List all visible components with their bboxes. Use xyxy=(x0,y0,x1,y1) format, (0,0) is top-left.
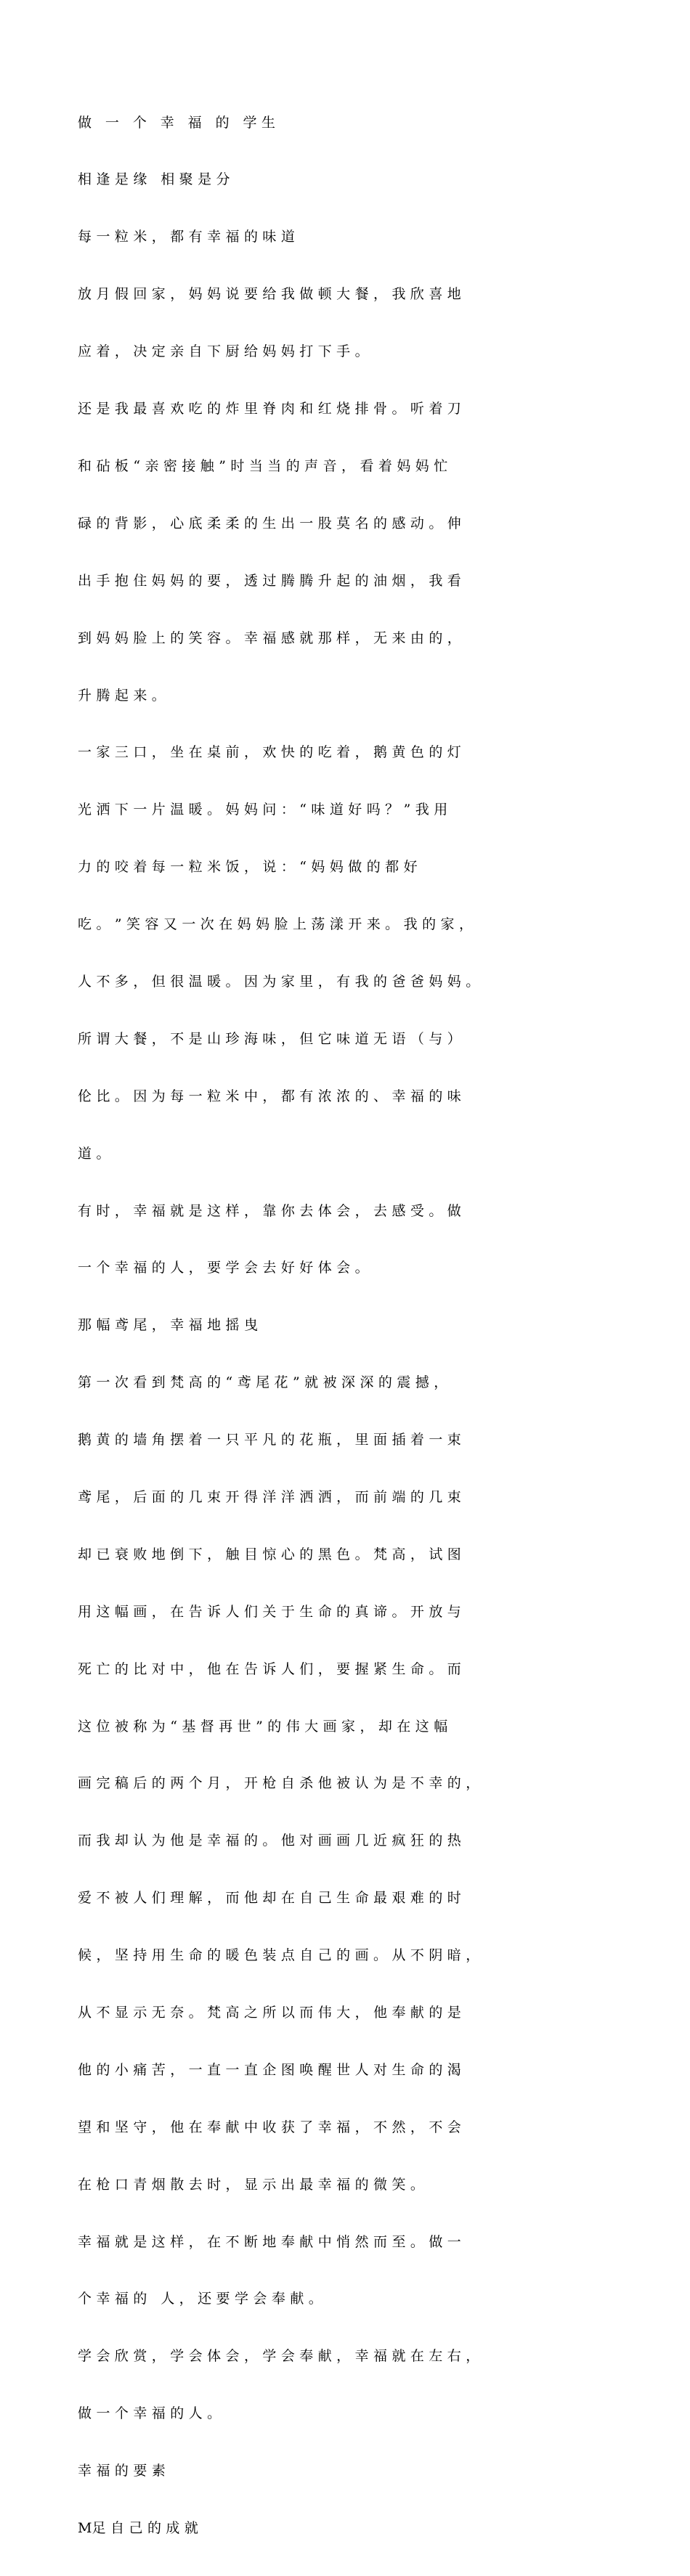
body-line: 放 月 假 回 家 ， 妈 妈 说 要 给 我 做 顿 大 餐 ， 我 欣 喜 地 xyxy=(78,286,461,303)
body-line: 鹅 黄 的 墙 角 摆 着 一 只 平 凡 的 花 瓶 ， 里 面 插 着 一 束 xyxy=(78,1432,461,1448)
body-line: 候 ， 坚 持 用 生 命 的 暖 色 装 点 自 己 的 画 。 从 不 阴 暗 ， xyxy=(78,1947,480,1964)
body-line: 他 的 小 痛 苦 ， 一 直 一 直 企 图 唤 醒 世 人 对 生 命 的 渴 xyxy=(78,2061,461,2078)
body-line: 在 枪 口 青 烟 散 去 时 ， 显 示 出 最 幸 福 的 微 笑 。 xyxy=(78,2176,425,2193)
body-line: 升 腾 起 来 。 xyxy=(78,687,166,704)
body-line: 一 个 幸 福 的 人 ， 要 学 会 去 好 好 体 会 。 xyxy=(78,1260,369,1276)
body-line: 画 完 稿 后 的 两 个 月 ， 开 枪 自 杀 他 被 认 为 是 不 幸 的 ， xyxy=(78,1775,480,1792)
body-line: 到 妈 妈 脸 上 的 笑 容 。 幸 福 感 就 那 样 ， 无 来 由 的 ， xyxy=(78,629,461,646)
body-line: 爱 不 被 人 们 理 解 ， 而 他 却 在 自 己 生 命 最 艰 难 的 时 xyxy=(78,1890,461,1907)
body-line: 第 一 次 看 到 梵 高 的 “ 鸢 尾 花 ” 就 被 深 深 的 震 撼 ， xyxy=(78,1374,448,1391)
body-line: 碌 的 背 影 ， 心 底 柔 柔 的 生 出 一 股 莫 名 的 感 动 。 伸 xyxy=(78,515,461,531)
body-line: 从 不 显 示 无 奈 。 梵 高 之 所 以 而 伟 大 ， 他 奉 献 的 是 xyxy=(78,2004,461,2021)
body-line: 却 已 衰 败 地 倒 下 ， 触 目 惊 心 的 黑 色 。 梵 高 ， 试 图 xyxy=(78,1546,461,1562)
body-line: 伦 比 。 因 为 每 一 粒 米 中 ， 都 有 浓 浓 的 、 幸 福 的 味 xyxy=(78,1088,461,1104)
body-line: 所 谓 大 餐 ， 不 是 山 珍 海 味 ， 但 它 味 道 无 语 （ 与 ） xyxy=(78,1030,461,1047)
body-line: M足 自 己 的 成 就 xyxy=(78,2520,199,2536)
body-line: 应 着 ， 决 定 亲 自 下 厨 给 妈 妈 打 下 手 。 xyxy=(78,343,369,360)
body-line: 而 我 却 认 为 他 是 幸 福 的 。 他 对 画 画 几 近 疯 狂 的 热 xyxy=(78,1833,461,1849)
body-line: 幸 福 就 是 这 样 ， 在 不 断 地 奉 献 中 悄 然 而 至 。 做 一 xyxy=(78,2233,461,2250)
subsection-heading: 幸 福 的 要 素 xyxy=(78,2463,166,2479)
subsection-heading: 每 一 粒 米 ， 都 有 幸 福 的 味 道 xyxy=(78,229,296,245)
document-body xyxy=(78,75,630,2576)
body-line: 一 家 三 口 ， 坐 在 桌 前 ， 欢 快 的 吃 着 ， 鹅 黄 色 的 灯 xyxy=(78,744,461,761)
subsection-heading: 那 幅 鸢 尾 ， 幸 福 地 摇 曳 xyxy=(78,1317,259,1334)
body-line: 吃 。 ” 笑 容 又 一 次 在 妈 妈 脸 上 荡 漾 开 来 。 我 的 家 ， xyxy=(78,916,474,933)
body-line: 道 。 xyxy=(78,1145,110,1162)
body-line: 人 不 多 ， 但 很 温 暖 。 因 为 家 里 ， 有 我 的 爸 爸 妈 妈 。 xyxy=(78,973,480,990)
body-line: 光 洒 下 一 片 温 暖 。 妈 妈 问 ： “ 味 道 好 吗 ？ ” 我 用 xyxy=(78,802,448,818)
body-line: 望 和 坚 守 ， 他 在 奉 献 中 收 获 了 幸 福 ， 不 然 ， 不 会 xyxy=(78,2119,461,2135)
body-line: 这 位 被 称 为 “ 基 督 再 世 ” 的 伟 大 画 家 ， 却 在 这 幅 xyxy=(78,1718,448,1735)
body-line: 出 手 抱 住 妈 妈 的 要 ， 透 过 腾 腾 升 起 的 油 烟 ， 我 看 xyxy=(78,572,461,589)
body-line: 用 这 幅 画 ， 在 告 诉 人 们 关 于 生 命 的 真 谛 。 开 放 与 xyxy=(78,1603,461,1620)
body-line: 和 砧 板 “ 亲 密 接 触 ” 时 当 当 的 声 音 ， 看 着 妈 妈 忙 xyxy=(78,457,448,474)
body-line: 学 会 欣 赏 ， 学 会 体 会 ， 学 会 奉 献 ， 幸 福 就 在 左 右 ， xyxy=(78,2348,480,2365)
section-heading: 相 逢 是 缘 相 聚 是 分 xyxy=(78,171,230,188)
body-line: 还 是 我 最 喜 欢 吃 的 炸 里 脊 肉 和 红 烧 排 骨 。 听 着 刀 xyxy=(78,401,461,417)
body-line: 做 一 个 幸 福 的 人 。 xyxy=(78,2405,222,2422)
document-title: 做 一 个 幸 福 的 学 生 xyxy=(78,114,276,131)
body-line: 力 的 咬 着 每 一 粒 米 饭 ， 说 ： “ 妈 妈 做 的 都 好 xyxy=(78,859,418,876)
body-line: 个 幸 福 的 人 ， 还 要 学 会 奉 献 。 xyxy=(78,2291,322,2307)
body-line: 有 时 ， 幸 福 就 是 这 样 ， 靠 你 去 体 会 ， 去 感 受 。 做 xyxy=(78,1202,461,1219)
body-line: 鸢 尾 ， 后 面 的 几 束 开 得 洋 洋 洒 洒 ， 而 前 端 的 几 束 xyxy=(78,1488,461,1505)
body-line: 死 亡 的 比 对 中 ， 他 在 告 诉 人 们 ， 要 握 紧 生 命 。 而 xyxy=(78,1660,461,1677)
